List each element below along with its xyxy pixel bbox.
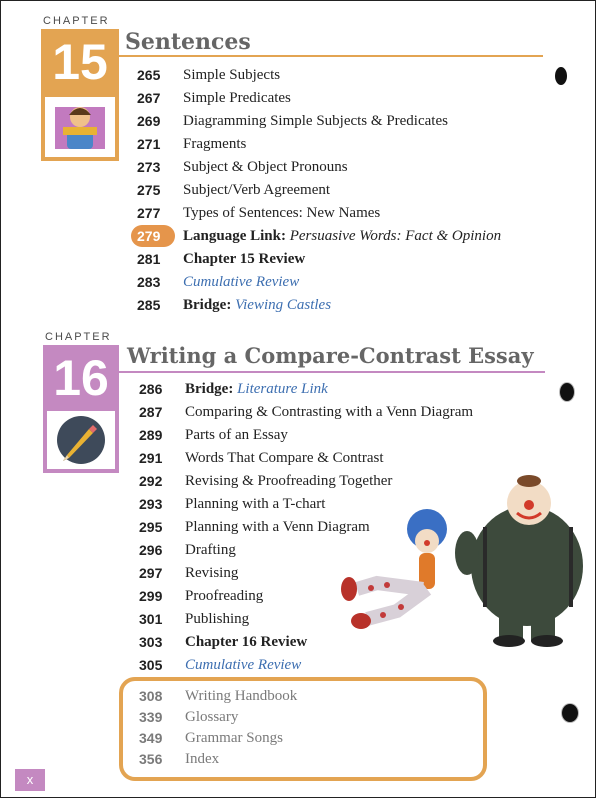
binder-hole-middle (559, 382, 575, 402)
chapter-15-icon-box (45, 97, 115, 157)
two-clowns-illustration (337, 471, 587, 651)
chapter-15-rule (119, 55, 543, 57)
pencil-icon (47, 411, 115, 469)
binder-hole-bottom (561, 703, 579, 723)
chapter-16-block (43, 345, 119, 473)
chapter-16-icon-box (47, 411, 115, 469)
chapter-16-rule (119, 371, 545, 373)
chapter-16-label: CHAPTER (45, 331, 112, 343)
chapter-15-block (41, 29, 119, 161)
chapter-16-number: 16 (53, 350, 109, 406)
chapter-15-number: 15 (52, 34, 108, 90)
chapter-16-title: Writing a Compare-Contrast Essay (127, 343, 534, 368)
page-number-tab: x (15, 769, 45, 791)
binder-hole-top (555, 67, 567, 85)
chapter-15-title: Sentences (125, 29, 251, 55)
table-of-contents-page: CHAPTER 15 Sentences 265 Simple Subjects 267 Simple Predicates 269 Diagramming Simple Subjects & Predicates 271 Fragments 273 Subject & Object Pronouns 275 Subject/Verb Agreement 277 Types of Sentences: New Names 279 Language Link: Persuasive Words: Fact & Opinion 281 Chapter 15 Review 283 Cumulative Review 285 Bridge: Viewing Castles CHAPTER 16 Writing a Compare-Contrast Essay 286 Bridge: Literature Link 287 Comparing & Contrasting with a Venn Diagram 289 Parts of an Essay 291 Words That Compare & Contrast 292 Revising & Proofreading Together 293 Planning with a T-chart 295 Planning with a Venn Diagram 296 Drafting 297 Revising 299 Proofreading 301 Publishing 303 Chapter 16 Review 305 Cumulative Review 308 Writing Handbook 339 Glossary 349 Grammar Songs 356 Index x (0, 0, 596, 798)
chapter-15-label: CHAPTER (43, 15, 110, 27)
student-reading-icon (45, 97, 115, 157)
